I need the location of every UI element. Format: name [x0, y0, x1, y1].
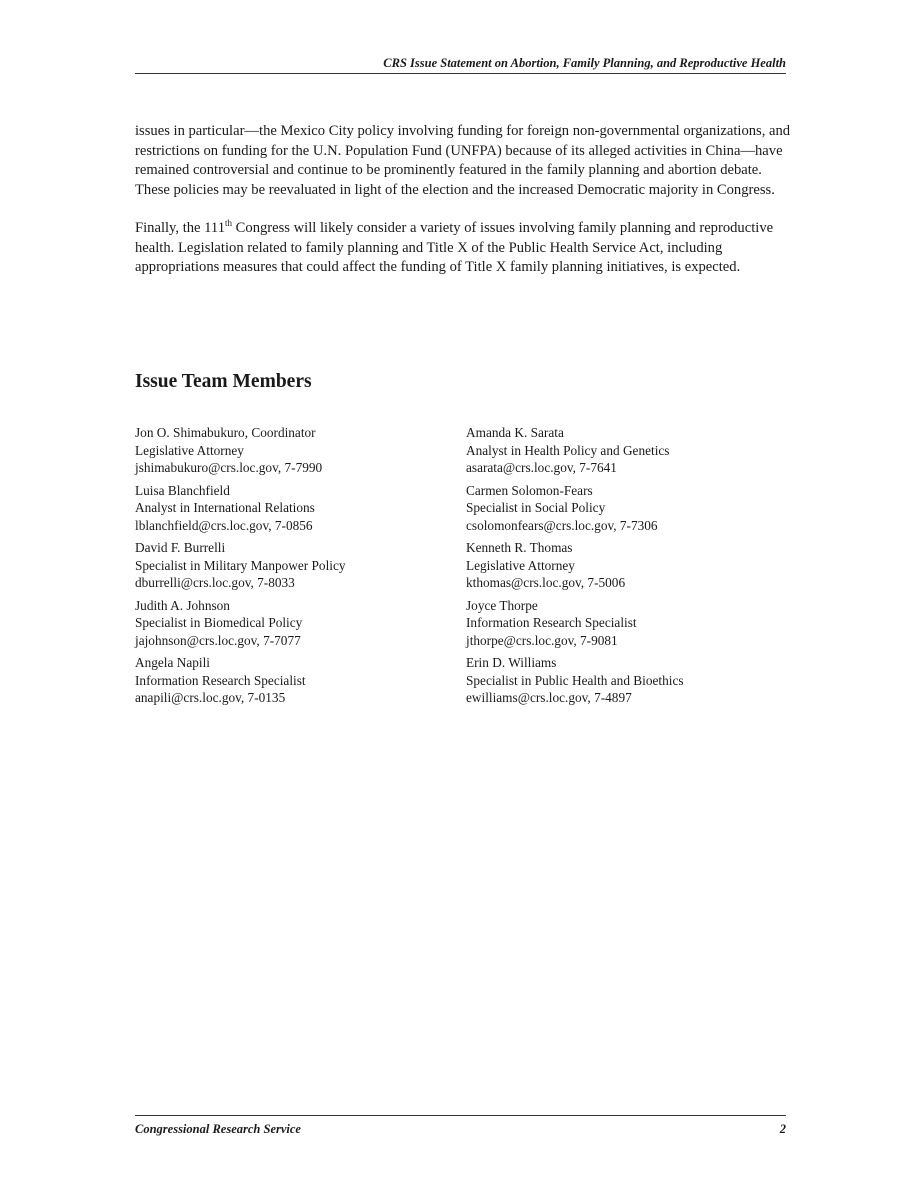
team-member	[466, 482, 786, 535]
member-name: David F. Burrelli	[135, 540, 226, 555]
member-contact: csolomonfears@crs.loc.gov, 7-7306	[466, 517, 658, 533]
member-name: Amanda K. Sarata	[466, 425, 564, 440]
body-text	[135, 122, 795, 297]
member-contact: dburrelli@crs.loc.gov, 7-8033	[135, 575, 295, 590]
member-name: Judith A. Johnson	[135, 597, 230, 613]
member-contact: asarata@crs.loc.gov, 7-7641	[466, 460, 617, 475]
member-title: Analyst in International Relations	[135, 500, 315, 515]
team-member	[135, 539, 466, 592]
paragraph-2-rest: Congress will likely consider a variety of issues involving family planning and reproductive health. Legislation related to family planning and Title X of the Public Health Service Act, including appropriations measures that could affect the funding of Title X family planning initiatives, is expected.	[135, 220, 774, 275]
running-header-title: CRS Issue Statement on Abortion, Family Planning, and Reproductive Health	[383, 56, 786, 70]
member-contact: jthorpe@crs.loc.gov, 7-9081	[466, 632, 618, 648]
body-paragraph-2	[135, 219, 795, 278]
team-members-list	[135, 424, 786, 707]
running-header	[135, 55, 786, 74]
member-title: Specialist in Biomedical Policy	[135, 615, 303, 630]
member-contact: kthomas@crs.loc.gov, 7-5006	[466, 575, 626, 590]
team-member	[466, 654, 786, 707]
team-member	[466, 597, 786, 650]
member-name: Angela Napili	[135, 655, 210, 670]
member-contact: ewilliams@crs.loc.gov, 7-4897	[466, 690, 632, 705]
team-member	[466, 424, 786, 477]
member-contact: anapili@crs.loc.gov, 7-0135	[135, 690, 286, 705]
member-name: Carmen Solomon-Fears	[466, 482, 593, 498]
footer-organization: Congressional Research Service	[135, 1122, 301, 1136]
team-member	[135, 654, 466, 707]
member-title: Information Research Specialist	[466, 615, 637, 630]
member-title: Specialist in Public Health and Bioethics	[466, 672, 684, 688]
member-title: Information Research Specialist	[135, 672, 306, 688]
page-number: 2	[779, 1122, 786, 1136]
member-name: Joyce Thorpe	[466, 597, 538, 613]
member-contact: jajohnson@crs.loc.gov, 7-7077	[135, 632, 301, 648]
member-title: Specialist in Military Manpower Policy	[135, 557, 346, 573]
running-footer	[135, 1115, 786, 1136]
body-paragraph-1: issues in particular—the Mexico City policy involving funding for foreign non-governmental organizations, and restrictions on funding for the U.N. Population Fund (UNFPA) because of its alleged activities in China—have remained controversial and continue to be prominently featured in the family planning and abortion debate. These policies may be reevaluated in light of the election and the increased Democratic majority in Congress.	[135, 123, 791, 198]
member-name: Jon O. Shimabukuro, Coordinator	[135, 425, 316, 440]
member-title: Legislative Attorney	[135, 442, 244, 458]
member-contact: jshimabukuro@crs.loc.gov, 7-7990	[135, 460, 323, 475]
member-title: Analyst in Health Policy and Genetics	[466, 442, 670, 458]
member-name: Erin D. Williams	[466, 655, 557, 670]
ordinal-superscript: th	[225, 218, 233, 228]
paragraph-2-lead: Finally, the 111	[135, 220, 225, 236]
team-member	[135, 482, 466, 535]
team-member	[135, 424, 466, 477]
member-title: Legislative Attorney	[466, 557, 575, 573]
team-member	[135, 597, 466, 650]
member-name: Luisa Blanchfield	[135, 482, 230, 498]
member-contact: lblanchfield@crs.loc.gov, 7-0856	[135, 517, 313, 533]
member-title: Specialist in Social Policy	[466, 500, 606, 515]
member-name: Kenneth R. Thomas	[466, 540, 573, 555]
section-heading: Issue Team Members	[135, 371, 312, 392]
team-member	[466, 539, 786, 592]
